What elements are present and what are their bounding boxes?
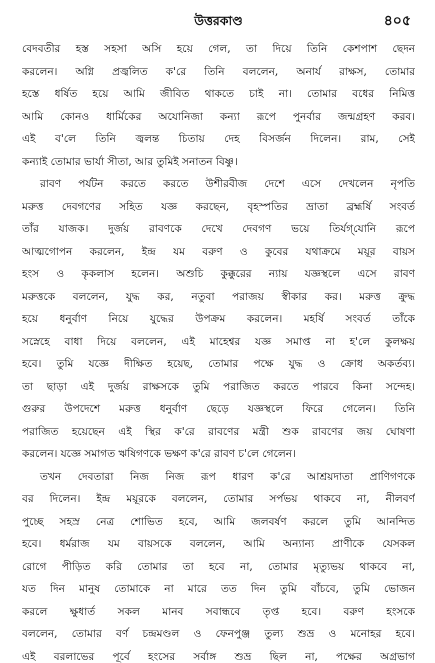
page-number: ৪০৫: [383, 13, 411, 29]
text-line: করলে ক্ষুধার্ত সকল মানব সবান্ধবে তৃপ্ত হবে। বরুণ হংসকে: [22, 604, 415, 618]
text-line: হয়ে ধনুর্বাণ নিয়ে যুদ্ধের উপক্রম করলেন। মহর্ষি সংবর্ত তাঁকে: [22, 312, 415, 325]
running-title: উত্তরকাণ্ড: [194, 13, 243, 28]
paragraph: [22, 173, 415, 466]
text-line: তখন দেবতারা নিজ নিজ রূপ ধারণ ক'রে আশ্রয়দাতা প্রাণিগণকে: [40, 469, 415, 483]
text-line: তাঁর যাজক। দুর্জয় রাবণকে দেখে দেবগণ ভয়ে তির্যগ্‌যোনি রূপে: [22, 222, 415, 235]
text-line: কন্যাই তোমার ভার্যা সীতা, আর তুমিই সনাতন বিষ্ণু।: [22, 154, 238, 168]
text-line: বেদবতীর হস্ত সহসা অসি হয়ে গেল, তা দিয়ে তিনি কেশপাশ ছেদন: [22, 42, 415, 55]
text-line: আমি কোনও ধার্মিকের অযোনিজা কন্যা রূপে পুনর্বার জন্মগ্রহণ করব।: [22, 109, 415, 123]
paragraph: [22, 466, 415, 663]
text-line: রাবণ পর্যটন করতে করতে উশীরবীজ দেশে এসে দেখলেন নৃপতি: [40, 177, 415, 190]
text-line: পরাজিত হয়েছেন এই স্থির ক'রে রাবণের মন্ত্রী শুক রাবণের জয় ঘোষণা: [22, 424, 415, 438]
text-line: সস্নেহে বাধা দিয়ে বললেন, এই মাহেশ্বর যজ্ঞ সমাপ্ত না হ'লে কুলক্ষয়: [22, 334, 415, 348]
page-body: [22, 38, 415, 663]
text-line: এই বরলাভের পূর্বে হংসের সর্বাঙ্গ শুভ্র ছিল না, পক্ষের অগ্রভাগ: [22, 649, 415, 663]
text-line: করলেন। যজ্ঞে সমাগত ঋষিগণকে ভক্ষণ ক'রে রাবণ চ'লে গেলেন।: [22, 447, 296, 460]
page-header: [22, 11, 415, 33]
text-line: করলেন। অগ্নি প্রজ্বলিত ক'রে তিনি বললেন, অনার্য রাক্ষস, তোমার: [22, 64, 415, 78]
text-line: বললেন, তোমার বর্ণ চন্দ্রমণ্ডল ও ফেনপুঞ্জ তুল্য শুভ্র ও মনোহর হবে।: [22, 627, 415, 640]
text-line: তা ছাড়া এই দুর্জয় রাক্ষসকে তুমি পরাজিত করতে পারবে কিনা সন্দেহ।: [22, 379, 415, 393]
text-line: হবে। তুমি যজ্ঞে দীক্ষিত হয়েছ, তোমার পক্ষে যুদ্ধ ও ক্রোধ অকর্তব্য।: [22, 357, 415, 370]
text-line: পুচ্ছে সহস্র নেত্র শোভিত হবে, আমি জলবর্ষণ করলে তুমি আনন্দিত: [22, 514, 415, 528]
text-line: বর দিলেন। ইন্দ্র ময়ূরকে বললেন, তোমার সর্পভয় থাকবে না, নীলবর্ণ: [22, 492, 415, 505]
text-line: হবে। ধর্মরাজ যম বায়সকে বললেন, আমি অন্যান্য প্রাণীকে যেসকল: [22, 537, 415, 550]
text-line: মরুত্তকে বললেন, যুদ্ধ কর, নতুবা পরাজয় স্বীকার কর। মরুত্ত ক্রুদ্ধ: [22, 289, 415, 303]
text-line: মরুত্ত দেবগণের সহিত যজ্ঞ করছেন, বৃহস্পতির ভ্রাতা ব্রহ্মর্ষি সংবর্ত: [22, 199, 415, 213]
text-line: গুরুর উপদেশে মরুত্ত ধনুর্বাণ ছেড়ে যজ্ঞস্থলে ফিরে গেলেন। তিনি: [22, 402, 415, 415]
text-line: রোগে পীড়িত করি তোমার তা হবে না, তোমার মৃত্যুভয় থাকবে না,: [22, 559, 415, 573]
text-line: এই ব'লে তিনি জ্বলন্ত চিতায় দেহ বিসর্জন দিলেন। রাম, সেই: [22, 132, 415, 145]
text-line: যত দিন মানুষ তোমাকে না মারে তত দিন তুমি বাঁচবে, তুমি ভোজন: [22, 582, 415, 595]
paragraph: [22, 38, 415, 173]
text-line: হস্তে ধর্ষিত হয়ে আমি জীবিত থাকতে চাই না। তোমার বধের নিমিত্ত: [22, 87, 415, 100]
text-line: হংস ও কৃকলাস হলেন। অশুচি কুক্কুরের ন্যায় যজ্ঞস্থলে এসে রাবণ: [22, 267, 415, 280]
text-line: আত্মগোপন করলেন, ইন্দ্র যম বরুণ ও কুবের যথাক্রমে ময়ূর বায়স: [22, 244, 415, 258]
